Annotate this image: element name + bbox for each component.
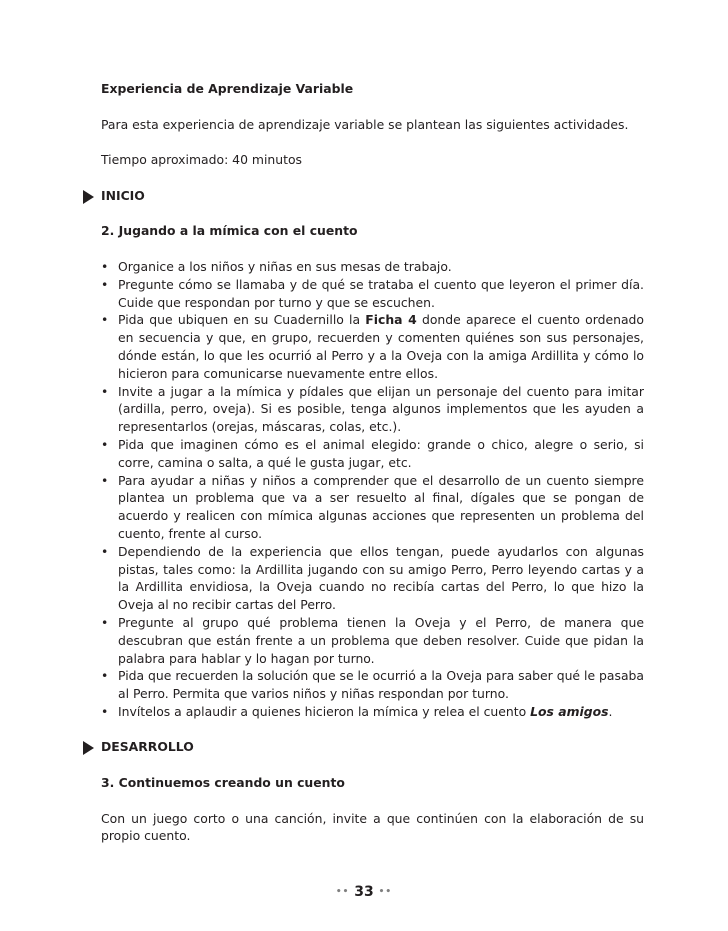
triangle-arrow-icon <box>83 190 94 204</box>
list-item: • Pregunte cómo se llamaba y de qué se trataba el cuento que leyeron el primer día. Cuide que respondan por turno y que se escuchen. <box>101 276 644 310</box>
decorative-dots-icon: •• <box>378 887 393 897</box>
list-item: • Pregunte al grupo qué problema tienen la Oveja y el Perro, de manera que descubran que están frente a un problema que deben resolver. Cuide que pidan la palabra para hablar y lo hagan por turno. <box>101 614 644 666</box>
bullet-icon: • <box>101 668 109 684</box>
bullet-icon: • <box>101 436 109 452</box>
bullet-icon: • <box>101 383 109 399</box>
section-desarrollo <box>101 738 644 756</box>
bullet-icon: • <box>101 276 109 292</box>
desarrollo-text: Con un juego corto o una canción, invite a que continúen con la elaboración de su propio cuento. <box>101 810 644 844</box>
list-item: • Invite a jugar a la mímica y pídales que elijan un personaje del cuento para imitar (ardilla, perro, oveja). Si es posible, tenga algunos implementos que les ayuden a representarlos (orejas, máscaras, colas, etc.). <box>101 383 644 435</box>
bullet-icon: • <box>101 543 109 559</box>
list-item: • Pida que imaginen cómo es el animal elegido: grande o chico, alegre o serio, si corre, camina o salta, a qué le gusta jugar, etc. <box>101 436 644 470</box>
section-inicio <box>101 187 644 205</box>
document-page <box>101 80 644 845</box>
ficha-reference: Ficha 4 <box>365 312 417 328</box>
page-number: 33 <box>354 884 374 900</box>
page-title: Experiencia de Aprendizaje Variable <box>101 81 354 96</box>
activity-title-desarrollo: 3. Continuemos creando un cuento <box>101 775 345 791</box>
time-text: Tiempo aproximado: 40 minutos <box>101 152 303 168</box>
bullet-icon: • <box>101 312 109 328</box>
bullet-icon: • <box>101 703 109 719</box>
page-footer <box>0 884 728 900</box>
bullet-icon: • <box>101 258 109 274</box>
activity-list <box>101 258 644 721</box>
section-inicio-label: INICIO <box>101 187 145 203</box>
bullet-icon: • <box>101 614 109 630</box>
list-item: • Pida que recuerden la solución que se le ocurrió a la Oveja para saber qué le pasaba al Perro. Permita que varios niños y niñas respondan por turno. <box>101 668 644 702</box>
intro-text: Para esta experiencia de aprendizaje variable se plantean las siguientes actividades. <box>101 116 629 132</box>
list-item: • Invítelos a aplaudir a quienes hicieron la mímica y relea el cuento Los amigos. <box>101 703 613 719</box>
bullet-icon: • <box>101 472 109 488</box>
list-item: • Para ayudar a niñas y niños a comprender que el desarrollo de un cuento siempre plantea un problema que va a ser resuelto al final, dígales que se pongan de acuerdo y realicen con mímica algunas acciones que representen un problema del cuento, frente al curso. <box>101 472 644 541</box>
list-item: • Pida que ubiquen en su Cuadernillo la Ficha 4 donde aparece el cuento ordenado en secuencia y que, en grupo, recuerden y comenten quiénes son sus personajes, dónde están, lo que les ocurrió al Perro y a la Oveja con la amiga Ardillita y cómo lo hicieron para comunicarse nuevamente entre ellos. <box>101 312 644 381</box>
triangle-arrow-icon <box>83 741 94 755</box>
story-title: Los amigos <box>530 703 609 719</box>
list-item: • Dependiendo de la experiencia que ellos tengan, puede ayudarlos con algunas pistas, tales como: la Ardillita jugando con su amigo Perro, Perro leyendo cartas y a la Ardillita envidiosa, la Oveja cuando no recibía cartas del Perro, lo que hizo la Oveja al no recibir cartas del Perro. <box>101 543 644 613</box>
section-desarrollo-label: DESARROLLO <box>101 739 194 755</box>
activity-title-inicio: 2. Jugando a la mímica con el cuento <box>101 223 358 239</box>
decorative-dots-icon: •• <box>335 887 350 897</box>
list-item: • Organice a los niños y niñas en sus mesas de trabajo. <box>101 258 452 274</box>
